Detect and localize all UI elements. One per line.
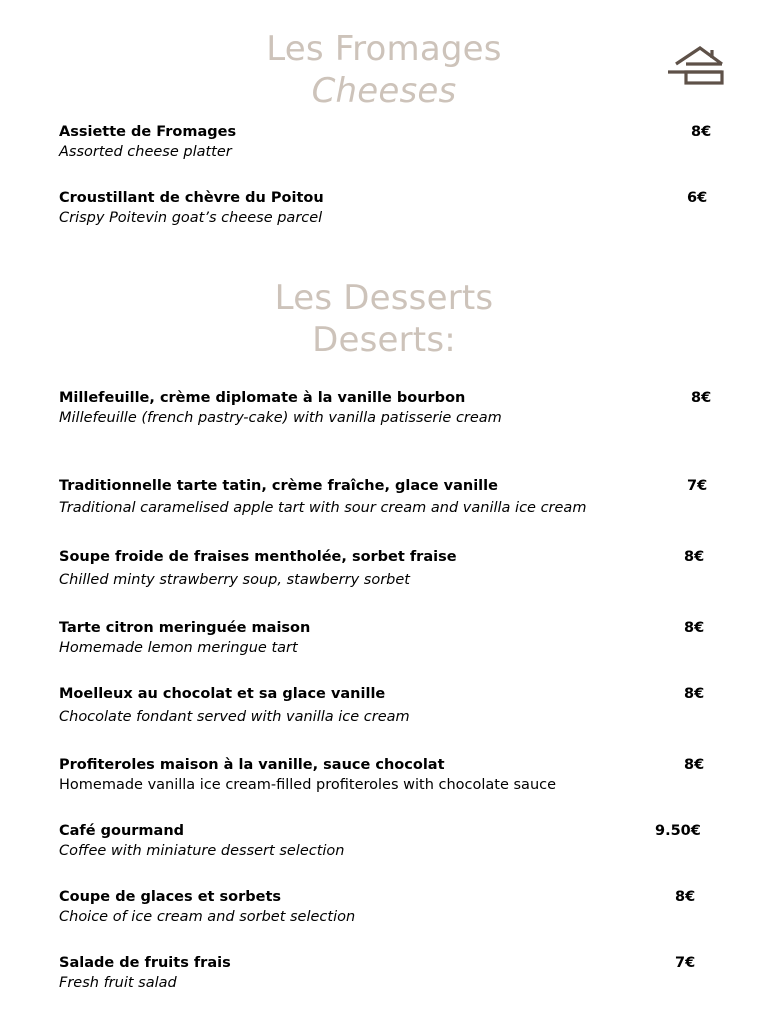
item-name: Moelleux au chocolat et sa glace vanille: [59, 686, 386, 702]
cheeses-heading: [0, 28, 768, 112]
item-name: Profiteroles maison à la vanille, sauce chocolat: [59, 757, 445, 773]
item-price: 8€: [684, 686, 705, 702]
menu-item: [59, 684, 719, 727]
item-description: Chocolate fondant served with vanilla ice cream: [59, 709, 410, 725]
desserts-heading: [0, 277, 768, 361]
item-description: Choice of ice cream and sorbet selection: [59, 909, 356, 925]
item-name: Salade de fruits frais: [59, 955, 231, 971]
item-name: Millefeuille, crème diplomate à la vanille bourbon: [59, 390, 466, 406]
menu-item: [59, 953, 719, 993]
menu-item: [59, 547, 719, 590]
item-description: Assorted cheese platter: [59, 144, 232, 160]
item-price: 8€: [691, 124, 712, 140]
menu-item: [59, 388, 719, 428]
item-name: Coupe de glaces et sorbets: [59, 889, 282, 905]
item-name: Assiette de Fromages: [59, 124, 237, 140]
item-price: 8€: [684, 549, 705, 565]
menu-item: [59, 755, 719, 795]
item-price: 8€: [684, 620, 705, 636]
cheeses-title-fr: Les Fromages: [266, 29, 502, 69]
item-price: 9.50€: [655, 823, 701, 839]
item-price: 7€: [675, 955, 696, 971]
menu-item: [59, 821, 719, 861]
menu-item: [59, 618, 719, 658]
menu-item: [59, 476, 719, 518]
item-name: Tarte citron meringuée maison: [59, 620, 311, 636]
item-description: Crispy Poitevin goat’s cheese parcel: [59, 210, 323, 226]
item-price: 6€: [687, 190, 708, 206]
menu-item: [59, 887, 719, 927]
item-description: Homemade vanilla ice cream-filled profiteroles with chocolate sauce: [59, 777, 557, 793]
item-name: Croustillant de chèvre du Poitou: [59, 190, 324, 206]
house-icon: [664, 44, 726, 88]
item-price: 7€: [687, 478, 708, 494]
desserts-title-en: Deserts:: [312, 320, 456, 360]
item-description: Millefeuille (french pastry-cake) with vanilla patisserie cream: [59, 410, 502, 426]
item-name: Soupe froide de fraises mentholée, sorbet fraise: [59, 549, 457, 565]
item-description: Homemade lemon meringue tart: [59, 640, 298, 656]
item-name: Traditionnelle tarte tatin, crème fraîche, glace vanille: [59, 478, 498, 494]
item-price: 8€: [675, 889, 696, 905]
item-description: Chilled minty strawberry soup, stawberry sorbet: [59, 572, 410, 588]
menu-item: [59, 122, 719, 162]
item-name: Café gourmand: [59, 823, 185, 839]
item-price: 8€: [684, 757, 705, 773]
menu-item: [59, 188, 719, 228]
desserts-title-fr: Les Desserts: [274, 278, 494, 318]
item-description: Fresh fruit salad: [59, 975, 177, 991]
cheeses-title-en: Cheeses: [311, 71, 457, 111]
item-description: Coffee with miniature dessert selection: [59, 843, 345, 859]
item-price: 8€: [691, 390, 712, 406]
item-description: Traditional caramelised apple tart with sour cream and vanilla ice cream: [59, 500, 587, 516]
